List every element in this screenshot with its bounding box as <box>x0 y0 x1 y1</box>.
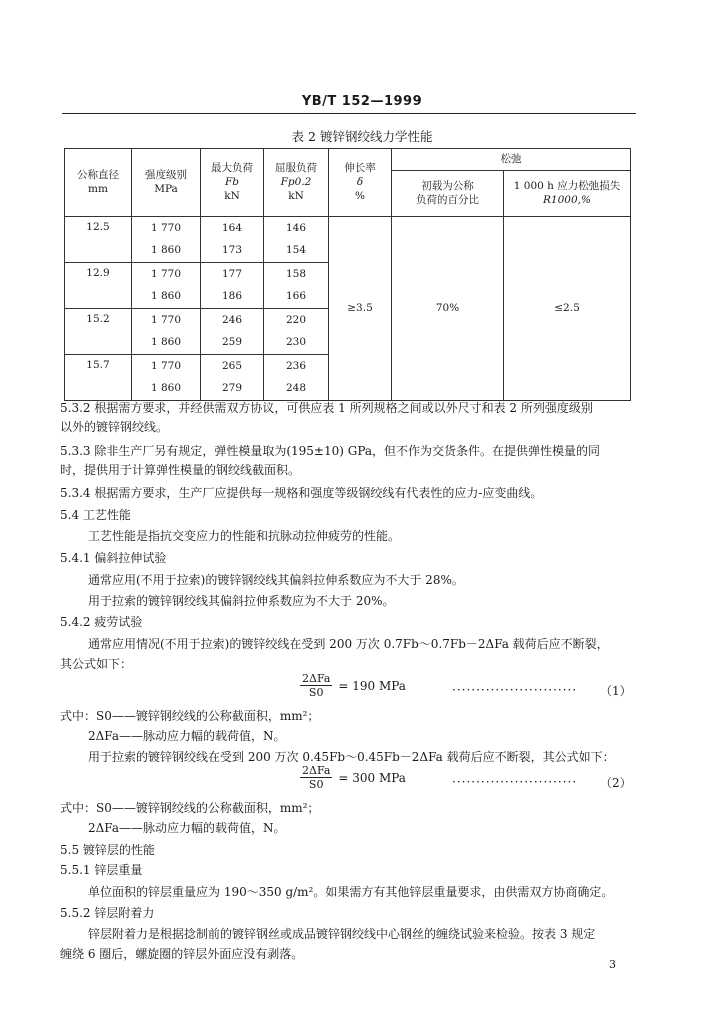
cell-yield-load: 154 <box>264 240 329 263</box>
clause-5-5-2-para1: 锌层附着力是根据捻制前的镀锌钢丝或成品镀锌钢绞线中心钢丝的缠绕试验来检验。按表 3 规定 <box>88 927 596 941</box>
clause-5-3-3-line2: 时，提供用于计算弹性模量的钢绞线截面积。 <box>60 463 301 477</box>
clause-5-3-4: 5.3.4 根据需方要求，生产厂应提供每一规格和强度等级钢绞线有代表性的应力-应变曲线。 <box>60 486 543 500</box>
formula-1-where-fa: 2ΔFa——脉动应力幅的载荷值，N。 <box>88 729 286 743</box>
header-relaxation-loss: 1 000 h 应力松弛损失 R1000,% <box>504 171 631 217</box>
cell-diameter: 12.9 <box>65 263 132 309</box>
cell-yield-load: 236 <box>264 355 329 378</box>
formula-2-where-fa: 2ΔFa——脉动应力幅的载荷值，N。 <box>88 821 286 835</box>
clause-5-4-2-para1: 通常应用情况(不用于拉索)的镀锌绞线在受到 200 万次 0.7Fb～0.7Fb－2ΔFa 载荷后应不断裂， <box>88 637 609 651</box>
formula-1-leader: ·························· <box>452 683 578 697</box>
cell-grade: 1 860 <box>132 286 201 309</box>
header-yield-load: 屈服负荷 Fp0.2 kN <box>264 149 329 217</box>
header-rule <box>62 113 636 114</box>
cell-diameter: 15.2 <box>65 309 132 355</box>
formula-1-where-s0: 式中：S0——镀锌钢绞线的公称截面积，mm²； <box>60 709 320 723</box>
clause-5-3-2-line2: 以外的镀锌钢绞线。 <box>60 420 169 434</box>
header-grade: 强度级别 MPa <box>132 149 201 217</box>
table-caption: 表 2 镀锌钢绞线力学性能 <box>291 129 433 144</box>
header-max-load: 最大负荷 Fb kN <box>201 149 264 217</box>
cell-grade: 1 770 <box>132 263 201 286</box>
formula-2-fraction: $\frac{\text{2ΔFa}}{S0}$ <box>302 764 331 791</box>
clause-5-4-1-para2: 用于拉索的镀锌钢绞线其偏斜拉伸系数应为不大于 20%。 <box>88 594 395 608</box>
cell-yield-load: 158 <box>264 263 329 286</box>
cell-grade: 1 860 <box>132 378 201 401</box>
cell-max-load: 186 <box>201 286 264 309</box>
cell-elongation: ≥3.5 <box>329 217 392 401</box>
formula-2-rhs: = 300 MPa <box>338 770 406 785</box>
cell-max-load: 173 <box>201 240 264 263</box>
cell-yield-load: 230 <box>264 332 329 355</box>
clause-5-4-2-para2: 其公式如下： <box>60 657 133 671</box>
section-5-5-heading: 5.5 镀锌层的性能 <box>60 843 155 857</box>
clause-5-5-2-para2: 缠绕 6 圈后，螺旋圈的锌层外面应没有剥落。 <box>60 947 304 961</box>
formula-2 <box>300 764 406 791</box>
formula-1-fraction: $\frac{\text{2ΔFa}}{S0}$ <box>302 672 331 699</box>
cell-initial-load: 70% <box>392 217 504 401</box>
clause-5-4-1-para1: 通常应用(不用于拉索)的镀锌钢绞线其偏斜拉伸系数应为不大于 28%。 <box>88 573 464 587</box>
standard-code-header: YB/T 152—1999 <box>301 94 423 109</box>
page-number: 3 <box>609 958 616 971</box>
cell-relaxation-loss: ≤2.5 <box>504 217 631 401</box>
cell-grade: 1 770 <box>132 217 201 240</box>
clause-5-5-1-paragraph: 单位面积的锌层重量应为 190～350 g/m²。如果需方有其他锌层重量要求，由供需双方协商确定。 <box>88 885 614 899</box>
cell-grade: 1 860 <box>132 240 201 263</box>
cell-yield-load: 166 <box>264 286 329 309</box>
cell-max-load: 265 <box>201 355 264 378</box>
cell-max-load: 164 <box>201 217 264 240</box>
formula-1-rhs: = 190 MPa <box>338 678 406 693</box>
header-relaxation: 松弛 <box>392 149 631 171</box>
cell-grade: 1 770 <box>132 355 201 378</box>
cell-grade: 1 770 <box>132 309 201 332</box>
clause-5-5-1-heading: 5.5.1 锌层重量 <box>60 863 143 877</box>
header-initial-load: 初载为公称 负荷的百分比 <box>392 171 504 217</box>
cell-diameter: 12.5 <box>65 217 132 263</box>
formula-2-number: （2） <box>600 776 632 790</box>
clause-5-5-2-heading: 5.5.2 锌层附着力 <box>60 906 155 920</box>
header-diameter: 公称直径 mm <box>65 149 132 217</box>
clause-5-4-2-para3: 用于拉索的镀锌钢绞线在受到 200 万次 0.45Fb～0.45Fb－2ΔFa 载荷后应不断裂，其公式如下： <box>88 750 615 764</box>
clause-5-4-1-heading: 5.4.1 偏斜拉伸试验 <box>60 551 167 565</box>
clause-5-3-2-line1: 5.3.2 根据需方要求，并经供需双方协议，可供应表 1 所列规格之间或以外尺寸和表 2 所列强度级别 <box>60 401 593 415</box>
header-elongation: 伸长率 δ % <box>329 149 392 217</box>
clause-5-4-2-heading: 5.4.2 疲劳试验 <box>60 615 143 629</box>
cell-diameter: 15.7 <box>65 355 132 401</box>
cell-max-load: 246 <box>201 309 264 332</box>
cell-max-load: 279 <box>201 378 264 401</box>
section-5-4-heading: 5.4 工艺性能 <box>60 508 131 522</box>
formula-1 <box>300 672 406 699</box>
mechanical-properties-table <box>64 148 631 401</box>
cell-yield-load: 248 <box>264 378 329 401</box>
clause-5-3-3-line1: 5.3.3 除非生产厂另有规定，弹性模量取为(195±10) GPa，但不作为交货条件。在提供弹性模量的同 <box>60 444 601 458</box>
cell-grade: 1 860 <box>132 332 201 355</box>
cell-yield-load: 220 <box>264 309 329 332</box>
cell-yield-load: 146 <box>264 217 329 240</box>
formula-2-leader: ·························· <box>452 775 578 789</box>
formula-1-number: （1） <box>600 684 632 698</box>
cell-max-load: 177 <box>201 263 264 286</box>
cell-max-load: 259 <box>201 332 264 355</box>
formula-2-where-s0: 式中：S0——镀锌钢绞线的公称截面积，mm²； <box>60 801 320 815</box>
section-5-4-paragraph: 工艺性能是指抗交变应力的性能和抗脉动拉伸疲劳的性能。 <box>88 529 401 543</box>
